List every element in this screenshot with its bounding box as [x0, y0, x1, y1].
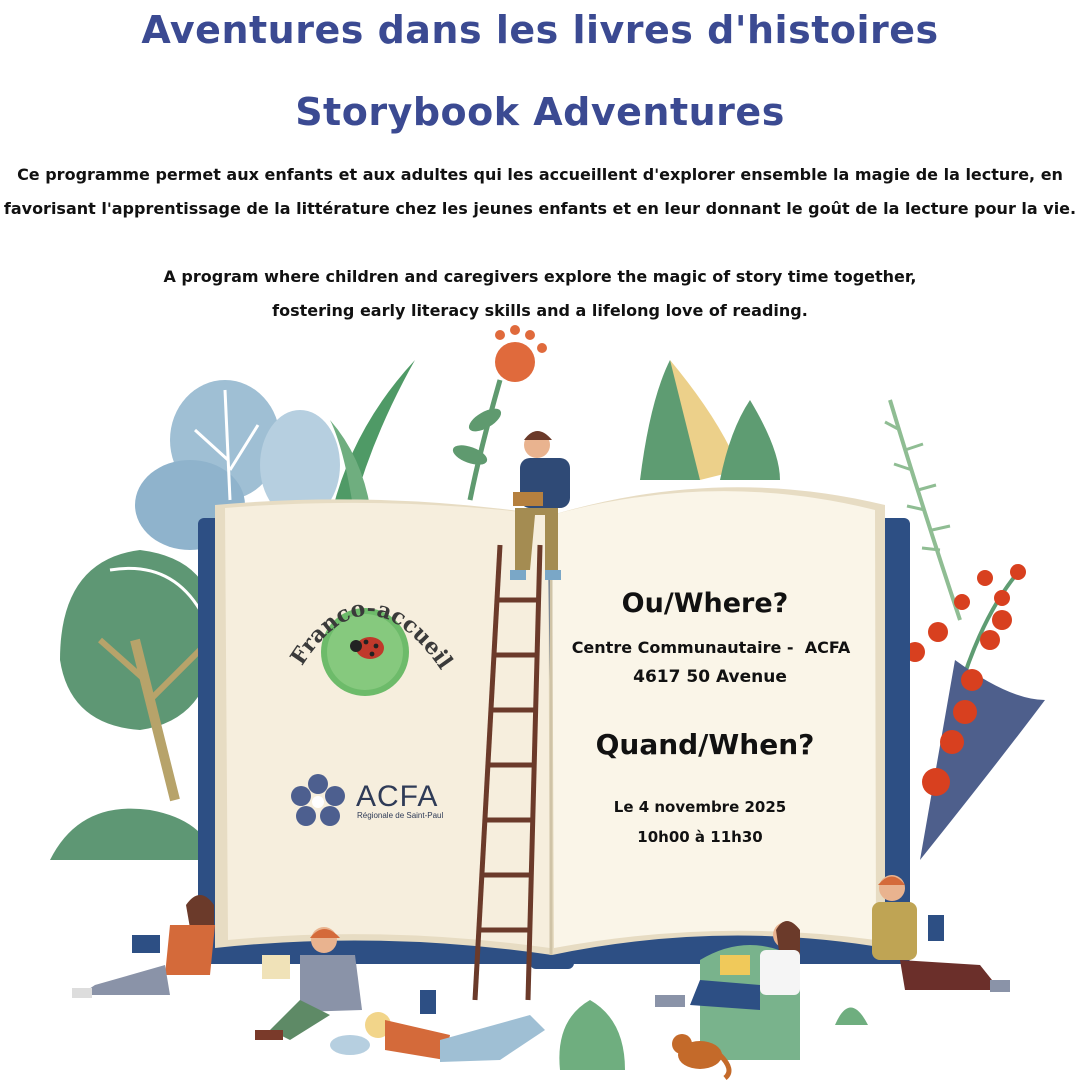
lying-reader-icon [330, 990, 545, 1062]
reading-person-left-icon [72, 895, 215, 998]
title-french: Aventures dans les livres d'histoires [141, 8, 939, 52]
reading-person-right-icon [872, 875, 1010, 992]
green-tree-icon [50, 550, 215, 860]
acfa-subtitle: Régionale de Saint-Paul [357, 811, 444, 820]
where-address: 4617 50 Avenue [633, 667, 787, 687]
acfa-name: ACFA [356, 780, 439, 813]
yellow-leaf-plant-icon [640, 360, 780, 480]
description-french-line-2: favorisant l'apprentissage de la littérature chez les jeunes enfants et en leur donnant le goût de la lecture pour la vie. [3, 199, 1077, 218]
berry-branch-icon [905, 564, 1045, 860]
description-english-line-1: A program where children and caregivers explore the magic of story time together, [163, 267, 917, 286]
where-heading: Ou/Where? [621, 588, 789, 619]
description-french-line-1: Ce programme permet aux enfants et aux adultes qui les accueillent d'explorer ensemble la magie de la lecture, en [17, 165, 1063, 184]
franco-accueil-title: Franco-accueil [285, 595, 458, 674]
when-date: Le 4 novembre 2025 [613, 798, 787, 816]
description-english-line-2: fostering early literacy skills and a lifelong love of reading. [272, 301, 808, 320]
title-english: Storybook Adventures [295, 90, 785, 134]
franco-accueil-wordmark [278, 578, 458, 678]
grass-icon [330, 360, 415, 520]
where-venue: Centre Communautaire - ACFA [571, 638, 851, 657]
when-time: 10h00 à 11h30 [637, 828, 763, 846]
when-heading: Quand/When? [595, 728, 815, 761]
